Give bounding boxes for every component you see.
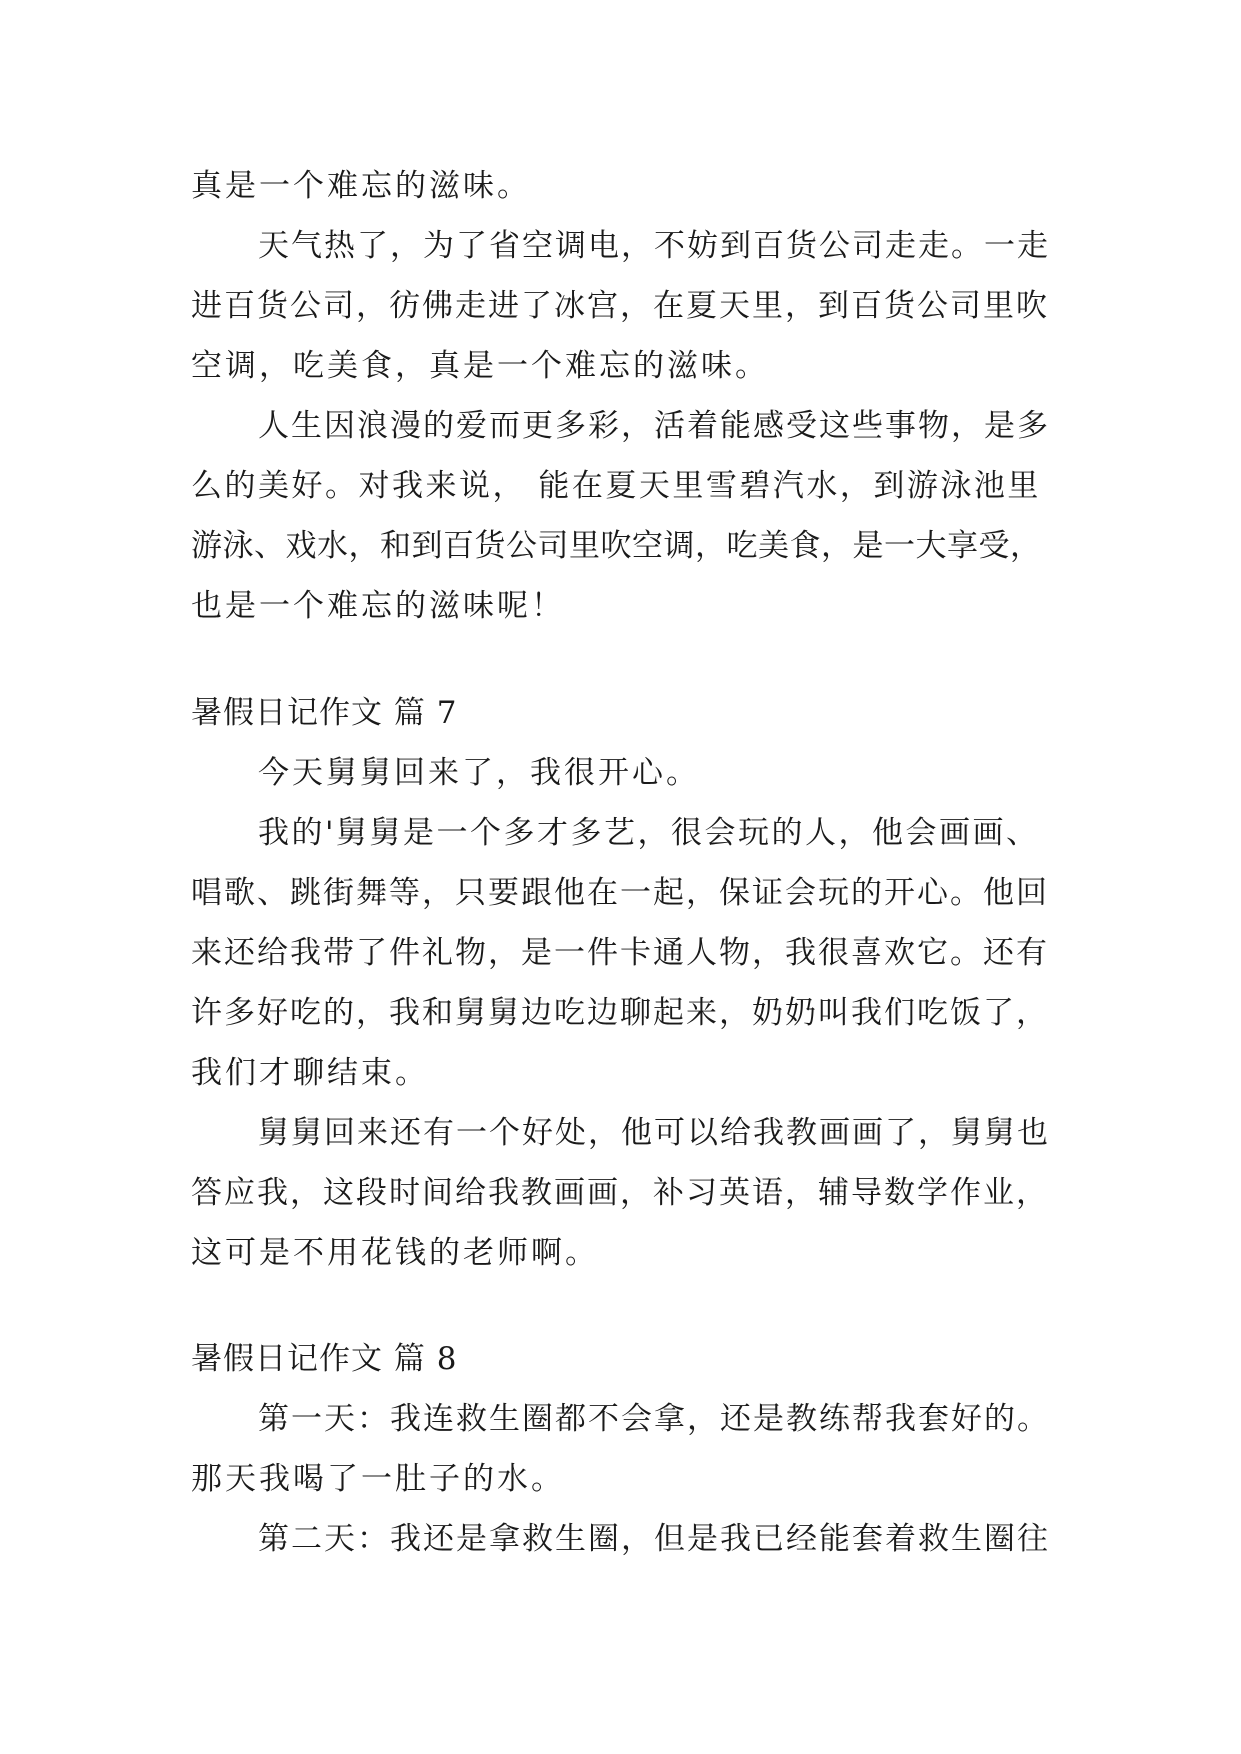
text-line: 许多好吃的，我和舅舅边吃边聊起来，奶奶叫我们吃饭了，	[191, 995, 1049, 1031]
paragraph-line: 舅舅回来还有一个好处，他可以给我教画画了，舅舅也	[258, 1115, 1050, 1151]
text-line: 这可是不用花钱的老师啊。	[191, 1235, 599, 1271]
text-line: 我们才聊结束。	[191, 1055, 429, 1091]
text-line: 空调，吃美食，真是一个难忘的滋味。	[191, 348, 769, 384]
text-line: 那天我喝了一肚子的水。	[191, 1461, 565, 1497]
paragraph-line: 天气热了，为了省空调电，不妨到百货公司走走。一走	[258, 228, 1050, 264]
text-line: 游泳、戏水，和到百货公司里吹空调，吃美食，是一大享受，	[191, 528, 1042, 564]
text-line: 么的美好。对我来说， 能在夏天里雪碧汽水，到游泳池里	[191, 468, 1041, 504]
paragraph-line: 我的'舅舅是一个多才多艺，很会玩的人，他会画画、	[258, 815, 1040, 851]
paragraph-line: 人生因浪漫的爱而更多彩，活着能感受这些事物，是多	[258, 408, 1050, 444]
text-line: 答应我，这段时间给我教画画，补习英语，辅导数学作业，	[191, 1175, 1049, 1211]
text-line: 进百货公司，彷佛走进了冰宫，在夏天里，到百货公司里吹	[191, 288, 1049, 324]
text-line: 来还给我带了件礼物，是一件卡通人物，我很喜欢它。还有	[191, 935, 1049, 971]
text-line: 唱歌、跳街舞等，只要跟他在一起，保证会玩的开心。他回	[191, 875, 1049, 911]
section-heading: 暑假日记作文 篇 8	[191, 1341, 458, 1377]
section-heading: 暑假日记作文 篇 7	[191, 695, 458, 731]
text-line: 也是一个难忘的滋味呢！	[191, 588, 565, 624]
text-line: 真是一个难忘的滋味。	[191, 168, 531, 204]
paragraph-line: 今天舅舅回来了，我很开心。	[258, 755, 700, 791]
paragraph-line: 第二天：我还是拿救生圈，但是我已经能套着救生圈往	[258, 1521, 1050, 1557]
paragraph-line: 第一天：我连救生圈都不会拿，还是教练帮我套好的。	[258, 1401, 1050, 1437]
